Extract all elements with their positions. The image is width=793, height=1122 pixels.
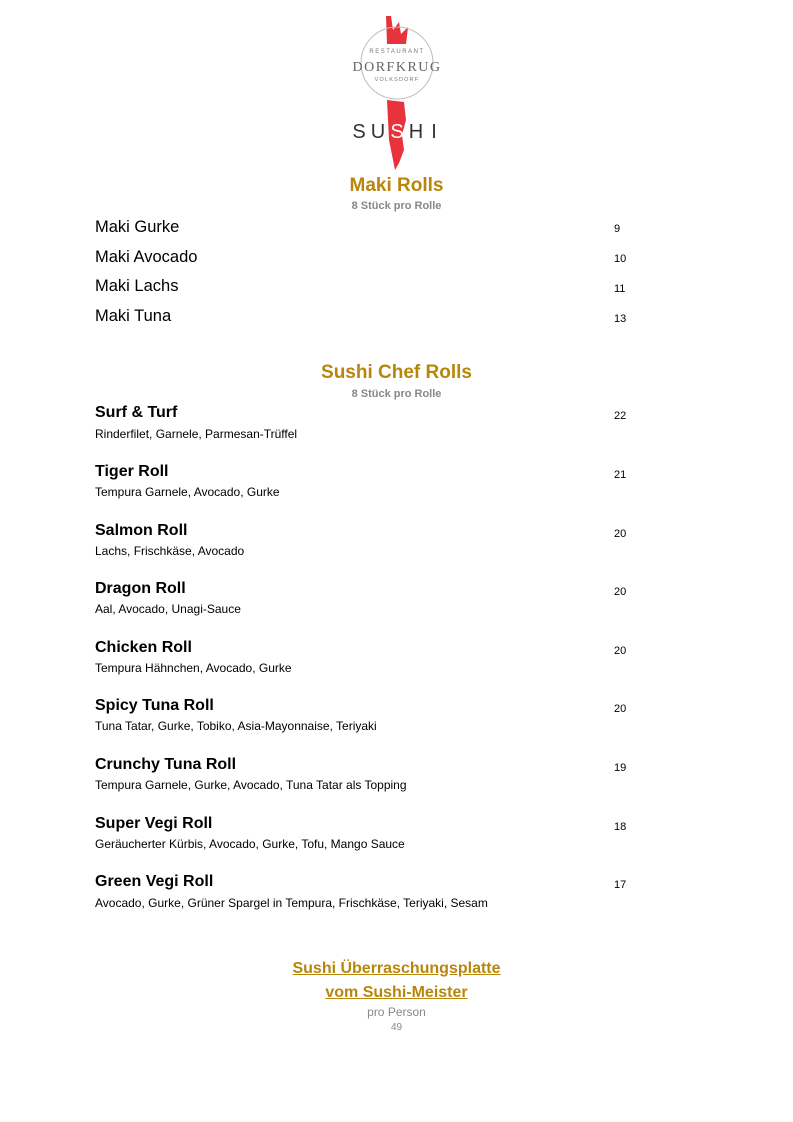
- chef-roll-name: Tiger Roll: [95, 463, 169, 480]
- logo-place-text: VOLKSDORF: [374, 77, 420, 83]
- chef-roll-desc: Rinderfilet, Garnele, Parmesan-Trüffel: [95, 427, 298, 441]
- sushi-letter-4: H: [408, 121, 424, 143]
- special-platter-price: 49: [390, 1022, 403, 1033]
- red-brush-top: [386, 16, 408, 44]
- chef-roll-desc: Aal, Avocado, Unagi-Sauce: [95, 602, 241, 616]
- chef-roll-desc: Tempura Garnele, Avocado, Gurke: [95, 485, 280, 499]
- maki-item-name: Maki Avocado: [95, 248, 198, 266]
- chef-roll-name: Green Vegi Roll: [95, 873, 214, 890]
- chef-roll-price: 17: [614, 879, 627, 891]
- maki-item-price: 13: [614, 313, 627, 325]
- sushi-letter-1: S: [352, 121, 366, 143]
- chef-roll-name: Chicken Roll: [95, 639, 192, 656]
- chef-roll-name: Crunchy Tuna Roll: [95, 756, 237, 773]
- chef-roll-price: 21: [614, 469, 627, 481]
- chef-roll-name: Surf & Turf: [95, 404, 178, 421]
- maki-item-price: 9: [614, 223, 621, 235]
- chef-roll-price: 20: [614, 528, 627, 540]
- chef-section-title: Sushi Chef Rolls: [321, 362, 472, 383]
- chef-roll-desc: Tuna Tatar, Gurke, Tobiko, Asia-Mayonnaise, Teriyaki: [95, 719, 377, 733]
- chef-roll-name: Spicy Tuna Roll: [95, 697, 214, 714]
- logo-name-text: DORFKRUG: [352, 60, 442, 75]
- sushi-letter-5: I: [431, 121, 437, 143]
- chef-roll-name: Salmon Roll: [95, 522, 188, 539]
- chef-roll-desc: Tempura Hähnchen, Avocado, Gurke: [95, 661, 292, 675]
- chef-roll-desc: Tempura Garnele, Gurke, Avocado, Tuna Tatar als Topping: [95, 778, 407, 792]
- chef-roll-name: Dragon Roll: [95, 580, 186, 597]
- chef-section-subtitle: 8 Stück pro Rolle: [351, 388, 442, 400]
- maki-item-price: 11: [614, 283, 626, 295]
- chef-roll-price: 22: [614, 410, 627, 422]
- maki-section-title: Maki Rolls: [349, 175, 444, 196]
- maki-item-name: Maki Lachs: [95, 277, 179, 295]
- chef-roll-price: 19: [614, 762, 627, 774]
- sushi-letter-3: S: [390, 121, 404, 143]
- maki-item-price: 10: [614, 253, 627, 265]
- chef-roll-price: 18: [614, 821, 627, 833]
- chef-roll-desc: Geräucherter Kürbis, Avocado, Gurke, Tofu, Mango Sauce: [95, 837, 405, 851]
- chef-roll-desc: Lachs, Frischkäse, Avocado: [95, 544, 245, 558]
- special-platter-subtitle: vom Sushi-Meister: [325, 984, 468, 1001]
- chef-roll-price: 20: [614, 586, 627, 598]
- sushi-letter-2: U: [370, 121, 386, 143]
- chef-roll-name: Super Vegi Roll: [95, 815, 213, 832]
- chef-roll-price: 20: [614, 703, 627, 715]
- maki-section-subtitle: 8 Stück pro Rolle: [351, 200, 442, 212]
- special-platter-unit: pro Person: [367, 1005, 426, 1019]
- chef-roll-desc: Avocado, Gurke, Grüner Spargel in Tempura, Frischkäse, Teriyaki, Sesam: [95, 896, 488, 910]
- maki-item-name: Maki Gurke: [95, 218, 180, 236]
- restaurant-logo: [0, 0, 793, 175]
- chef-roll-price: 20: [614, 645, 627, 657]
- special-platter-title: Sushi Überraschungsplatte: [292, 960, 501, 977]
- logo-restaurant-text: RESTAURANT: [369, 49, 425, 55]
- maki-item-name: Maki Tuna: [95, 307, 172, 325]
